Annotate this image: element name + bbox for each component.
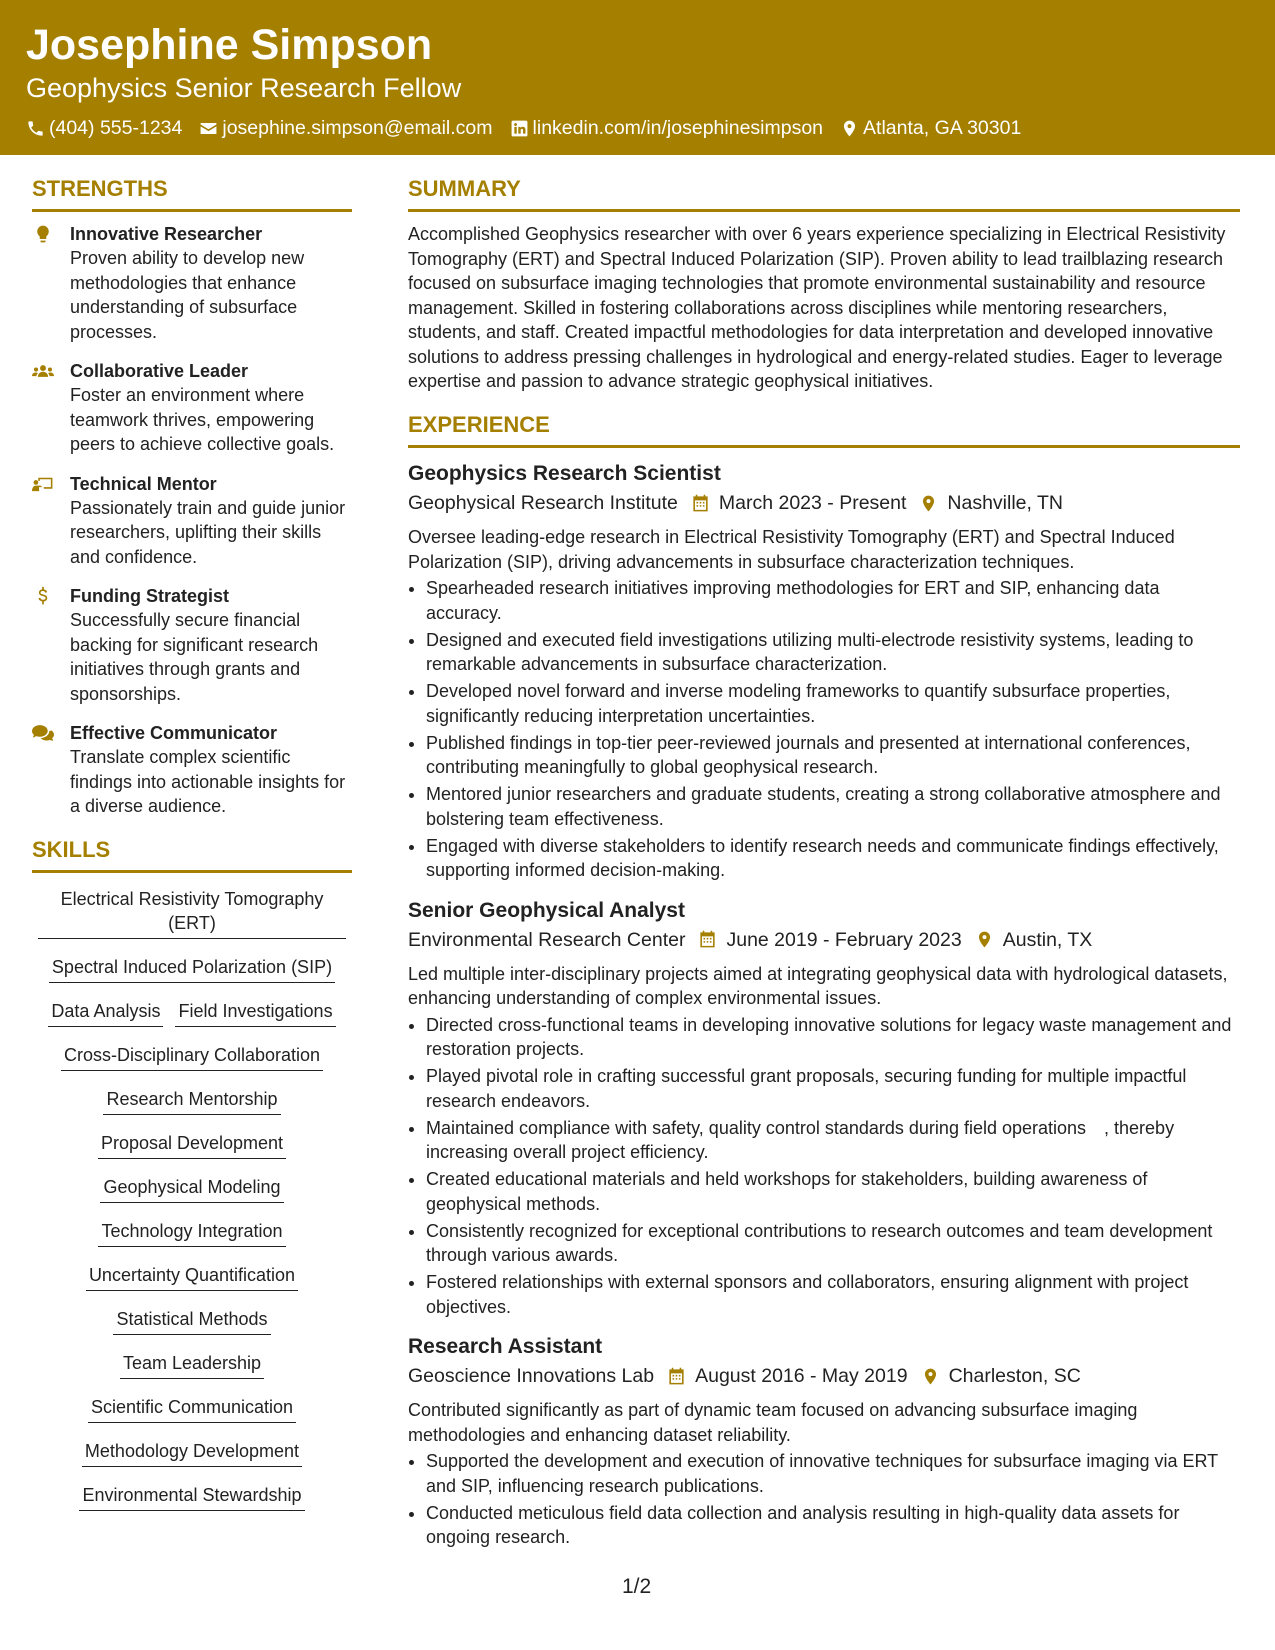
strength-desc: Proven ability to develop new methodologies that enhance understanding of subsurface processes. [70,248,305,342]
job-description: Contributed significantly as part of dynamic team focused on advancing subsurface imaging methodologies and enhancing dataset reliability. [408,1400,1138,1445]
strength-item [32,222,352,344]
strength-desc: Foster an environment where teamwork thrives, empowering peers to achieve collective goals. [70,385,335,455]
job-location: Charleston, SC [948,1365,1081,1388]
job-company: Environmental Research Center [408,928,686,951]
map-pin-icon [919,494,938,513]
bullet-item: • Directed cross-functional teams in developing innovative solutions for legacy waste management and restoration projects. [426,1013,1240,1062]
bullet-item: • Consistently recognized for exceptional contributions to research outcomes and team development through various awards. [426,1219,1240,1268]
strength-item [32,721,352,819]
skills-heading: SKILLS [32,837,352,873]
linkedin-link[interactable]: linkedin.com/in/josephinesimpson [532,117,824,139]
strengths-heading: STRENGTHS [32,176,352,212]
resume-header [0,0,1275,155]
right-column [408,176,1240,1564]
skill-item: Research Mentorship [103,1087,280,1115]
bullet-item: • Engaged with diverse stakeholders to identify research needs and communicate findings effectively, supporting informed decision-making. [426,834,1240,883]
job-description: Led multiple inter-disciplinary projects aimed at integrating geophysical data with hydrological datasets, enhancing understanding of complex environmental issues. [408,963,1228,1009]
strengths-section [32,176,352,819]
map-pin-icon [840,119,859,138]
job-location: Austin, TX [1002,928,1093,951]
bullet-item: • Published findings in top-tier peer-reviewed journals and presented at international conferences, contributing meaningfully to global geophysical research. [426,731,1240,780]
bullet-item: • Fostered relationships with external sponsors and collaborators, ensuring alignment with project objectives. [426,1270,1240,1319]
strength-desc: Translate complex scientific findings into actionable insights for a diverse audience. [70,747,346,817]
job-location: Nashville, TN [947,492,1063,515]
job-company: Geophysical Research Institute [408,492,678,515]
skill-item: Proposal Development [98,1131,286,1159]
map-pin-icon [975,930,994,949]
job-description: Oversee leading-edge research in Electrical Resistivity Tomography (ERT) and Spectral Induced Polarization (SIP), driving advancements in subsurface characterization techniques. [408,527,1175,572]
candidate-title: Geophysics Senior Research Fellow [26,73,462,103]
job-bullets [408,576,1240,883]
strength-title: Innovative Researcher [70,224,263,245]
bullet-item: • Supported the development and execution of innovative techniques for subsurface imaging via ERT and SIP, influencing research publications. [426,1449,1240,1498]
chalkboard-teacher-icon [32,474,54,494]
bullet-item: • Developed novel forward and inverse modeling frameworks to quantify subsurface properties, significantly reducing interpretation uncertainties. [426,679,1240,728]
skill-item: Cross-Disciplinary Collaboration [61,1043,323,1071]
skills-list [32,883,352,1527]
email-link[interactable]: josephine.simpson@email.com [222,117,493,139]
strength-title: Collaborative Leader [70,361,249,382]
job-entry [408,897,1240,1320]
left-column [32,176,352,1527]
phone-text: (404) 555-1234 [49,117,183,139]
strength-item [32,584,352,706]
strength-title: Effective Communicator [70,723,278,744]
skill-item: Data Analysis [48,999,163,1027]
contact-row [26,117,1038,140]
page-number: 1/2 [622,1575,652,1598]
contact-location [840,117,1021,140]
bullet-item: • Maintained compliance with safety, quality control standards during field operations , thereby increasing overall project efficiency. [426,1116,1240,1165]
envelope-icon [199,119,218,138]
job-meta [408,488,1240,518]
contact-phone [26,117,182,140]
map-pin-icon [921,1367,940,1386]
skill-item: Methodology Development [82,1439,302,1467]
bullet-item: • Mentored junior researchers and graduate students, creating a strong collaborative atmosphere and bolstering team effectiveness. [426,782,1240,831]
skills-section [32,837,352,1527]
lightbulb-icon [32,224,54,244]
job-dates: March 2023 - Present [718,492,907,515]
skill-item: Spectral Induced Polarization (SIP) [49,955,335,983]
contact-email[interactable] [199,117,492,140]
bullet-item: • Spearheaded research initiatives improving methodologies for ERT and SIP, enhancing data accuracy. [426,576,1240,625]
strength-desc: Passionately train and guide junior researchers, uplifting their skills and confidence. [70,497,346,567]
phone-icon [26,119,45,138]
candidate-name: Josephine Simpson [26,21,433,69]
job-company: Geoscience Innovations Lab [408,1365,655,1388]
job-dates: June 2019 - February 2023 [726,928,962,951]
skill-item: Statistical Methods [113,1307,270,1335]
users-icon [32,361,54,381]
summary-section [408,176,1240,394]
strength-title: Technical Mentor [70,473,217,494]
strength-title: Funding Strategist [70,586,229,607]
bullet-item: • Created educational materials and held workshops for stakeholders, building awareness of geophysical methods. [426,1167,1240,1216]
job-meta [408,1361,1240,1391]
job-meta [408,925,1240,955]
skill-item: Environmental Stewardship [79,1483,304,1511]
dollar-icon [32,586,54,606]
experience-heading: EXPERIENCE [408,412,1240,448]
job-title: Research Assistant [408,1335,603,1359]
bullet-item: • Conducted meticulous field data collection and analysis resulting in high-quality data assets for ongoing research. [426,1501,1240,1550]
job-entry [408,1333,1240,1550]
comments-icon [32,723,54,743]
skill-item: Technology Integration [98,1219,285,1247]
skill-item: Geophysical Modeling [100,1175,283,1203]
skill-item: Field Investigations [175,999,335,1027]
skill-item: Team Leadership [120,1351,264,1379]
job-bullets [408,1449,1240,1550]
summary-heading: SUMMARY [408,176,1240,212]
job-title: Senior Geophysical Analyst [408,898,685,922]
bullet-item: • Designed and executed field investigations utilizing multi-electrode resistivity systems, leading to remarkable advancements in subsurface characterization. [426,628,1240,677]
linkedin-icon [510,119,529,138]
location-text: Atlanta, GA 30301 [863,117,1022,139]
job-dates: August 2016 - May 2019 [695,1365,908,1388]
job-bullets [408,1013,1240,1320]
calendar-icon [667,1367,686,1386]
job-title: Geophysics Research Scientist [408,462,721,486]
strength-item [32,472,352,570]
contact-linkedin[interactable] [510,117,824,140]
strength-desc: Successfully secure financial backing for significant research initiatives through grants and sponsorships. [70,610,319,704]
skill-item: Electrical Resistivity Tomography (ERT) [38,887,346,939]
calendar-icon [691,494,710,513]
skill-item: Scientific Communication [88,1395,296,1423]
experience-section [408,412,1240,1550]
skill-item: Uncertainty Quantification [86,1263,298,1291]
calendar-icon [698,930,717,949]
strength-item [32,359,352,457]
bullet-item: • Played pivotal role in crafting successful grant proposals, securing funding for multiple impactful research endeavors. [426,1064,1240,1113]
summary-text: Accomplished Geophysics researcher with over 6 years experience specializing in Electrical Resistivity Tomography (ERT) and Spectral Induced Polarization (SIP). Proven ability to lead trailblazing research focused on subsurface imaging technologies that promote environmental sustainability and resource management. Skilled in fostering collaborations across disciplines while mentoring researchers, students, and staff. Created impactful methodologies for data interpretation and developed innovative solutions to address pressing challenges in hydrological and energy-related studies. Eager to leverage expertise and passion to advance strategic geophysical initiatives. [408,224,1226,392]
job-entry [408,460,1240,883]
